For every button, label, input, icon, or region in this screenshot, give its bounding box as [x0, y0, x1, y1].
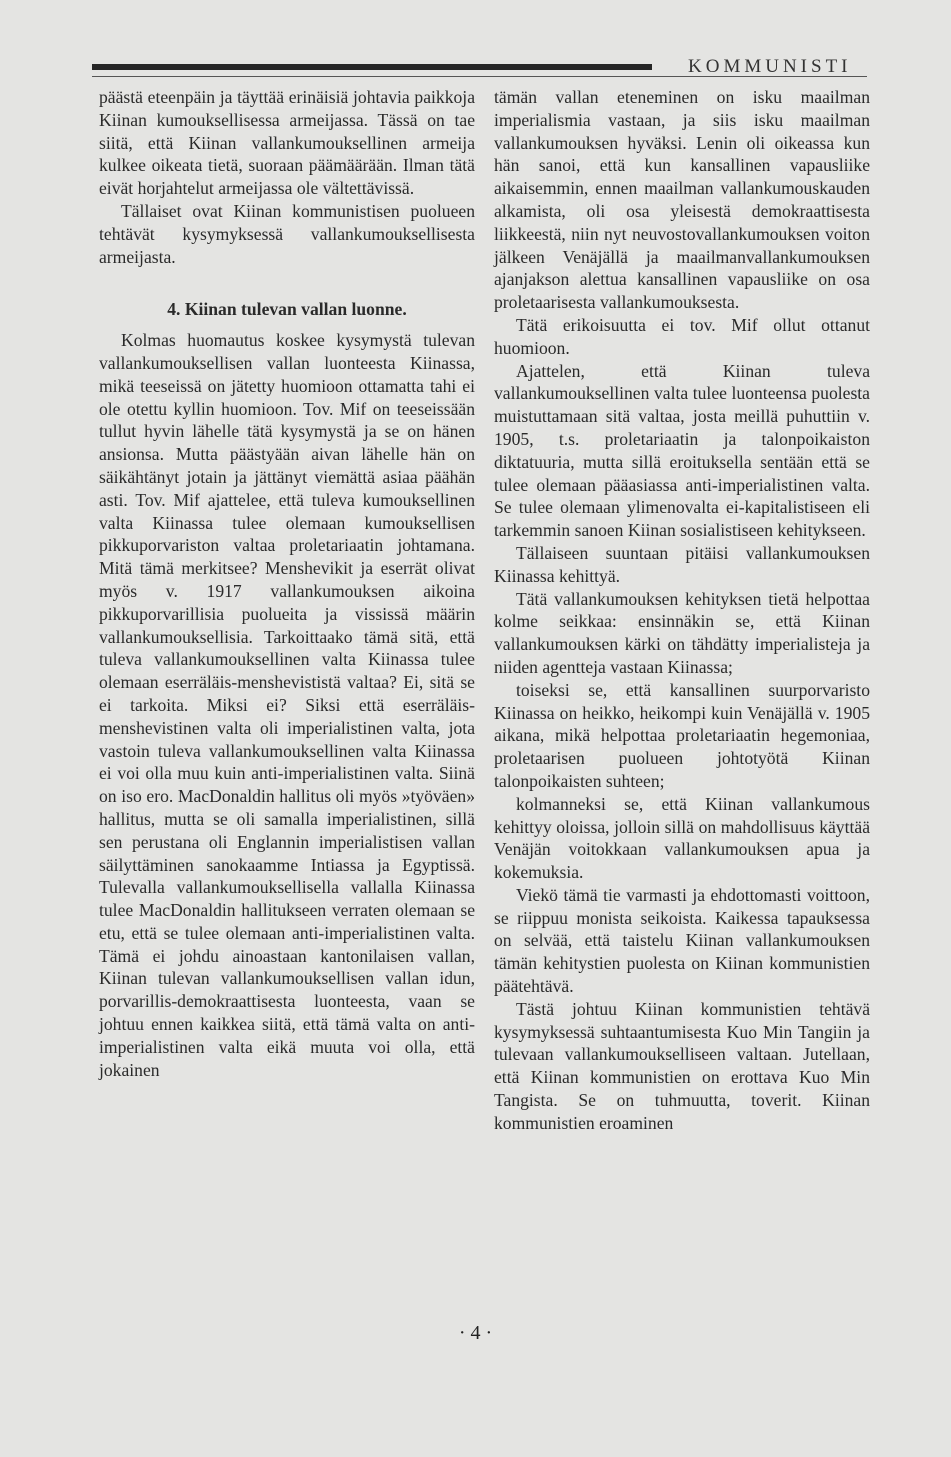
paragraph: Tällaiseen suuntaan pitäisi vallankumouksen Kiinassa kehittyä. — [494, 542, 870, 586]
paragraph: Tätä vallankumouksen kehityksen tietä helpottaa kolme seikkaa: ensinnäkin se, että Kiinan vallankumouksen kärki on tähdätty imperialisteja ja niiden agentteja vastaan Kiinassa; — [494, 588, 870, 677]
page-number: · 4 · — [458, 1322, 493, 1344]
section-heading: 4. Kiinan tulevan vallan luonne. — [167, 299, 407, 320]
header-rule — [92, 64, 652, 70]
paragraph: Ajattelen, että Kiinan tuleva vallankumouksellinen valta tulee luonteensa puolesta muistuttamaan sitä valtaa, josta meillä puhuttiin v. 1905, t.s. proletariaatin ja talonpoikaiston diktatuuria, mutta sillä eroituksella sentään että se tulee olemaan pääasiassa anti-imperialistinen valta. Se tulee olemaan ylimenovalta ei-kapitalistiseen eli tarkemmin sanoen Kiinan sosialistiseen kehitykseen. — [494, 360, 870, 541]
paragraph: Viekö tämä tie varmasti ja ehdottomasti voittoon, se riippuu monista seikoista. Kaikessa tapauksessa on selvää, että taistelu Kiinan vallankumouksen tämän kehitystien puolesta on Kiinan kommunistien päätehtävä. — [494, 884, 870, 997]
right-column — [494, 86, 870, 1135]
paragraph: Tästä johtuu Kiinan kommunistien tehtävä kysymyksessä suhtaantumisesta Kuo Min Tangiin ja tulevaan vallankumoukselliseen valtaan. Jutellaan, että Kiinan kommunistien on erottava Kuo Min Tangista. Se on tuhmuutta, toverit. Kiinan kommunistien eroaminen — [494, 998, 870, 1133]
paragraph: tämän vallan eteneminen on isku maailman imperialismia vastaan, ja siis isku maailman vallankumouksen hyväksi. Lenin oli oikeassa kun hän sanoi, että kun kansallinen vapausliike aikaisemmin, ennen maailman vallankumouskauden alkamista, oli osa yleisestä demokraattisesta liikkeestä, niin nyt neuvostovallankumouksen voiton jälkeen Venäjällä ja maailmanvallankumouksen ajanjakson alettua kansallinen vapausliike on osa proletaarisesta vallankumouksesta. — [494, 87, 870, 313]
paragraph: kolmanneksi se, että Kiinan vallankumous kehittyy oloissa, jolloin sillä on mahdollisuus käyttää Venäjän voitokkaan vallankumouksen apua ja kokemuksia. — [494, 793, 870, 883]
paragraph: päästä eteenpäin ja täyttää erinäisiä johtavia paikkoja Kiinan kumouksellisessa armeijassa. Tässä on tae siitä, että Kiinan vallankumouksellinen armeija kulkee oikeata tietä, suoraan päämäärään. Ilman tätä eivät horjahtelut armeijassa ole vältettävissä. — [99, 87, 475, 199]
paragraph: Tätä erikoisuutta ei tov. Mif ollut ottanut huomioon. — [494, 314, 870, 358]
paragraph: toiseksi se, että kansallinen suurporvaristo Kiinassa on heikko, heikompi kuin Venäjällä v. 1905 aikana, mikä helpottaa proletariaatin hegemoniaa, proletaarisen puolueen johtotyötä Kiinan talonpoikaisten suhteen; — [494, 679, 870, 791]
running-title: KOMMUNISTI — [688, 56, 852, 77]
paragraph: Tällaiset ovat Kiinan kommunistisen puolueen tehtävät kysymyksessä vallankumouksellisesta armeijasta. — [99, 200, 475, 267]
paragraph: Kolmas huomautus koskee kysymystä tulevan vallankumouksellisen vallan luonteesta Kiinassa, mikä teeseissä on jätetty huomioon ottamatta tahi ei ole otettu kyllin huomioon. Tov. Mif on teeseissään tullut hyvin lähelle tätä kysymystä ja se on hänen ansionsa. Mutta päästyään aivan lähelle hän on säikähtänyt jotain ja jättänyt viemättä asiaa päähän asti. Tov. Mif ajattelee, että tuleva kumouksellinen valta Kiinassa tulee olemaan kumouksellisen pikkuporvariston valtaa proletariaatin johtamana. Mitä tämä merkitsee? Menshevikit ja eserrät olivat myös v. 1917 vallankumouksen aikoina pikkuporvarillisia puolueita ja vississä määrin vallankumouksellisia. Tarkoittaako tämä sitä, että tuleva vallankumouksellinen valta Kiinassa tulee olemaan eserräläis-menshevististä valtaa? Ei, sitä se ei tarkoita. Miksi ei? Siksi että eserräläis-menshevistinen valta oli imperialistinen valta, jota vastoin tuleva vallankumouksellinen valta Kiinassa ei voi olla muu kuin anti-imperialistinen valta. Siinä on iso ero. MacDonaldin hallitus oli myös »työväen» hallitus, mutta se oli samalla imperialistinen, sillä sen perustana oli Englannin imperialistisen vallan säilyttäminen sanokaamme Intiassa ja Egyptissä. Tulevalla vallankumouksellisella vallalla Kiinassa tulee MacDonaldin hallitukseen verraten olemaan se etu, että se tulee olemaan anti-imperialistinen valta. Tämä ei johdu ainoastaan kantonilaisen vallan, Kiinan tulevan vallankumouksellisen vallan idun, porvarillis-demokraattisesta luonteesta, vaan se johtuu ennen kaikkea siitä, että tämä valta on anti-imperialistinen valta eikä muuta voi olla, että jokainen — [99, 330, 475, 1080]
left-column — [99, 86, 475, 1081]
